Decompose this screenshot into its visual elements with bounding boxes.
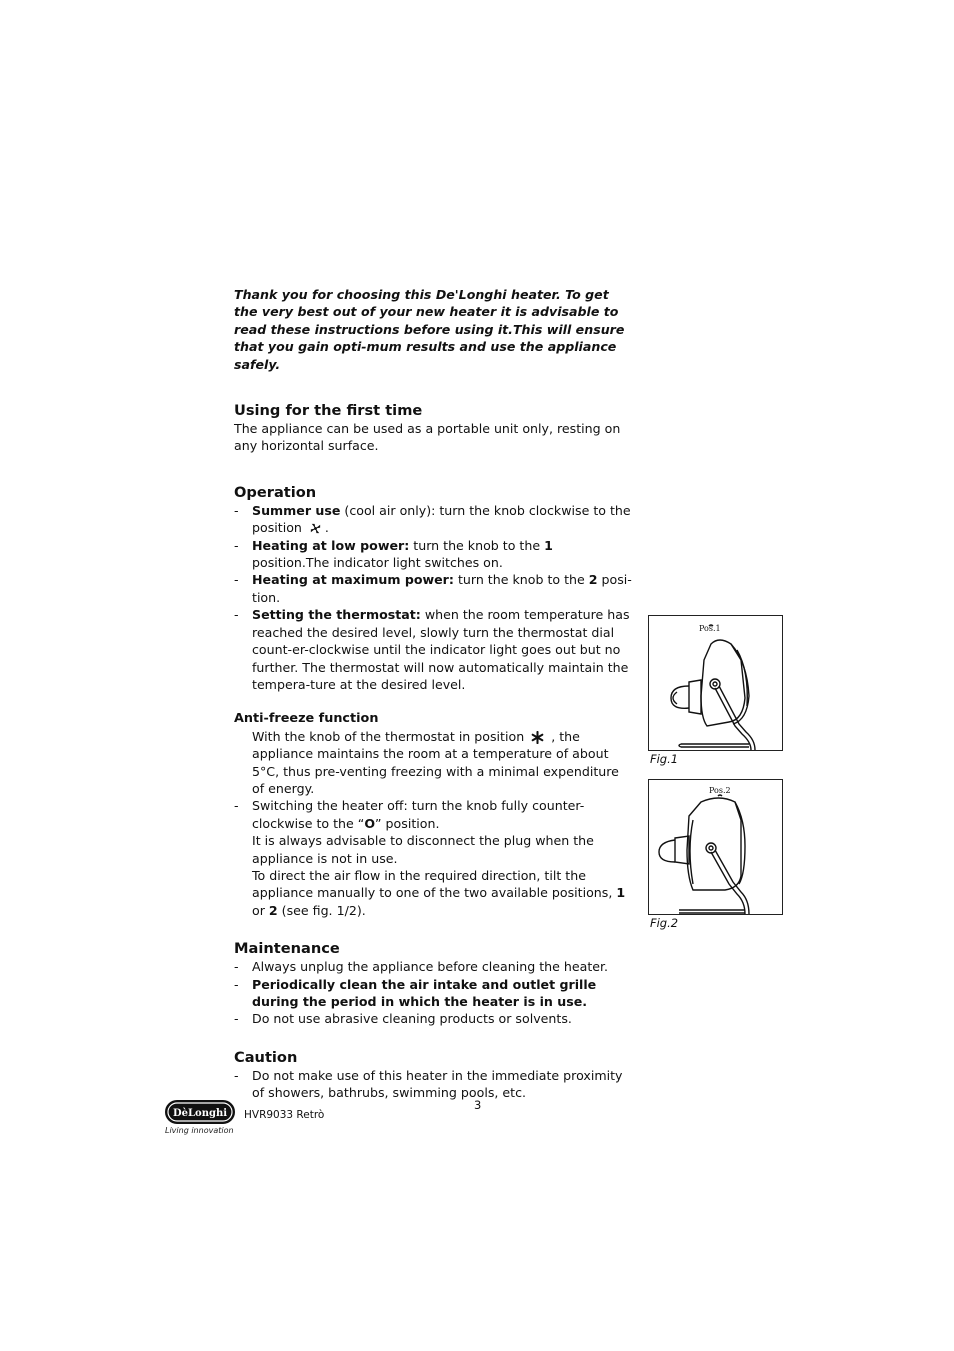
list-item: - Summer use (cool air only): turn the knob clockwise to the position . <box>234 502 631 536</box>
brand-logo-text: DèLonghi <box>172 1108 228 1119</box>
heading-caution: Caution <box>234 1048 298 1066</box>
list-item: - Do not use abrasive cleaning products or solvents. <box>234 1011 572 1027</box>
page-number: 3 <box>474 1098 482 1112</box>
heading-operation: Operation <box>234 483 317 501</box>
snowflake-icon <box>531 731 544 744</box>
intro-text: Thank you for choosing this De'Longhi heater. To get the very best out of your new heater it is advisable to read these instructions before using it.This will ensure that you gain opti-mum results and use the appliance safely. <box>234 287 625 372</box>
first-time-text: The appliance can be used as a portable unit only, resting on any horizontal surface. <box>234 421 621 454</box>
heater-illustration-pos2 <box>649 780 782 914</box>
figure-2-caption: Fig.2 <box>650 916 679 930</box>
caution-list <box>234 1067 634 1102</box>
list-item: - Always unplug the appliance before cleaning the heater. <box>234 959 609 975</box>
figure-2-label: Pos.2 <box>709 786 731 795</box>
maintenance-list <box>234 958 634 1028</box>
list-item: - Do not make use of this heater in the immediate proximity of showers, bathrubs, swimming pools, etc. <box>234 1067 623 1101</box>
figure-1-caption: Fig.1 <box>650 752 679 766</box>
heading-first-time: Using for the first time <box>234 402 423 420</box>
list-item: - Switching the heater off: turn the knob fully counter-clockwise to the “O” position. It is always advisable to disconnect the plug when the appliance is not in use. To direct the air flow in the required direction, tilt the appliance manually to one of the two available positions, 1 or 2 (see fig. 1/2). <box>234 798 626 918</box>
list-item: - Heating at maximum power: turn the knob to the 2 posi-tion. <box>234 572 632 605</box>
figure-1-label: Pos.1 <box>699 624 721 633</box>
heading-maintenance: Maintenance <box>234 940 340 958</box>
figure-1 <box>648 615 783 751</box>
list-item: - Heating at low power: turn the knob to the 1 position.The indicator light switches on. <box>234 537 553 571</box>
delonghi-logo <box>165 1100 235 1128</box>
figure-2 <box>648 779 783 915</box>
main-column <box>234 286 634 1102</box>
list-item: - Setting the thermostat: when the room temperature has reached the desired level, slowly turn the thermostat dial count-er-clockwise until the indicator light goes out but no further. The thermostat will now automatically maintain the tempera-ture at the desired level. <box>234 607 630 692</box>
list-item: - Periodically clean the air intake and outlet grille during the period in which the heater is in use. <box>234 976 597 1009</box>
heading-antifreeze: Anti-freeze function <box>234 711 379 727</box>
operation-list <box>234 502 634 693</box>
model-name: HVR9033 Retrò <box>244 1109 325 1121</box>
antifreeze-list <box>234 797 634 919</box>
antifreeze-text: With the knob of the thermostat in position , the appliance maintains the room at a temperature of about 5°C, thus pre-venting freezing with a minimal expenditure of energy. <box>252 728 619 796</box>
tagline: Living innovation <box>165 1126 234 1135</box>
fan-icon <box>309 522 322 535</box>
heater-illustration-pos1 <box>649 616 782 750</box>
